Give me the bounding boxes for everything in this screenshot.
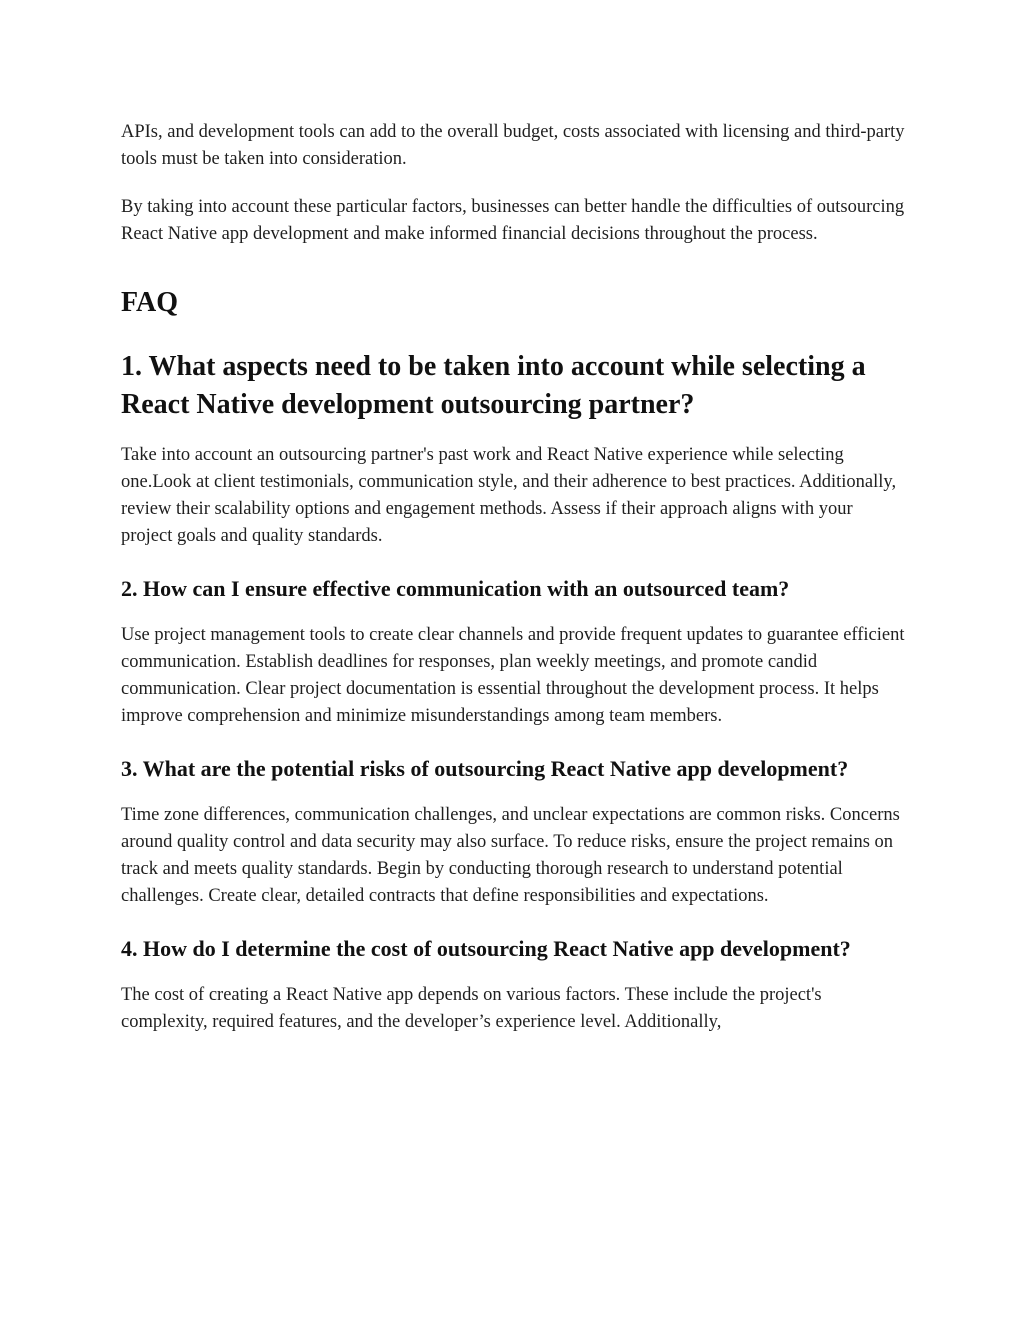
faq-answer-3: Time zone differences, communication challenges, and unclear expectations are common risks. Concerns around quality control and data security may also surface. To reduce risks, ensure the project remains on track and meets quality standards. Begin by conducting thorough research to understand potential challenges. Create clear, detailed contracts that define responsibilities and expectations. <box>121 805 900 906</box>
faq-question-2: 2. How can I ensure effective communication with an outsourced team? <box>121 576 790 601</box>
faq-answer-4: The cost of creating a React Native app depends on various factors. These include the project's complexity, required features, and the developer’s experience level. Additionally, <box>121 985 822 1032</box>
faq-answer-1: Take into account an outsourcing partner's past work and React Native experience while selecting one.Look at client testimonials, communication style, and their adherence to best practices. Additionally, review their scalability options and engagement methods. Assess if their approach aligns with your project goals and quality standards. <box>121 445 897 546</box>
faq-question-4: 4. How do I determine the cost of outsourcing React Native app development? <box>121 936 851 961</box>
faq-question-3: 3. What are the potential risks of outsourcing React Native app development? <box>121 756 849 781</box>
faq-answer-2: Use project management tools to create clear channels and provide frequent updates to guarantee efficient communication. Establish deadlines for responses, plan weekly meetings, and promote candid communication. Clear project documentation is essential throughout the development process. It helps improve comprehension and minimize misunderstandings among team members. <box>121 625 905 726</box>
document-page <box>121 119 906 1059</box>
intro-paragraph-2: By taking into account these particular factors, businesses can better handle the difficulties of outsourcing React Native app development and make informed financial decisions throughout the process. <box>121 197 905 244</box>
faq-question-1: 1. What aspects need to be taken into account while selecting a React Native development outsourcing partner? <box>121 351 866 420</box>
faq-heading: FAQ <box>121 287 179 318</box>
intro-paragraph-1: APIs, and development tools can add to the overall budget, costs associated with licensing and third-party tools must be taken into consideration. <box>121 122 905 169</box>
